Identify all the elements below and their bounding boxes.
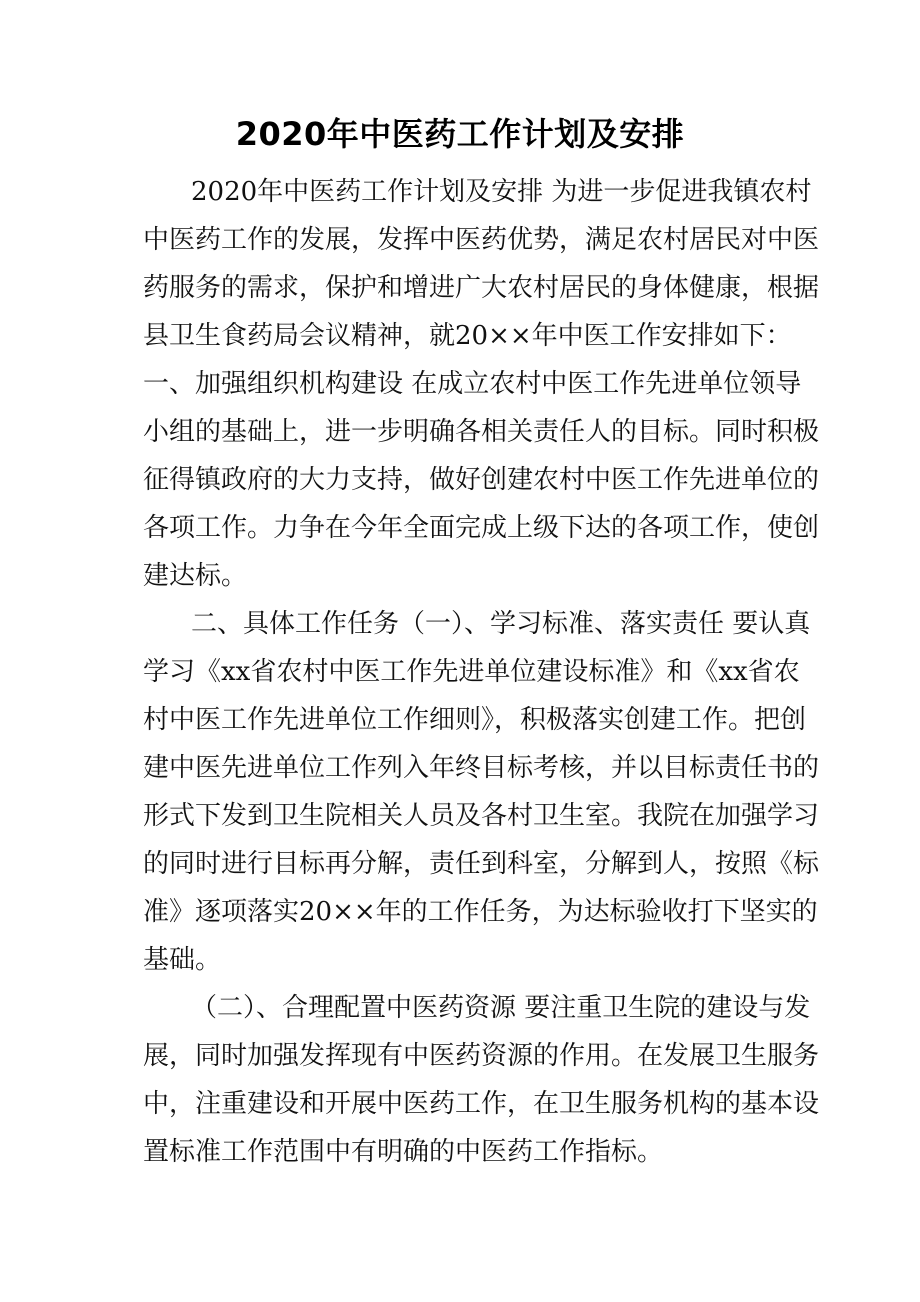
text-line: 药服务的需求，保护和增进广大农村居民的身体健康，根据 [143, 273, 820, 303]
text-line: 展，同时加强发挥现有中医药资源的作用。在发展卫生服务 [143, 1041, 820, 1071]
text-line: 一、加强组织机构建设 在成立农村中医工作先进单位领导 [143, 369, 802, 399]
text-line: 村中医工作先进单位工作细则》，积极落实创建工作。把创 [143, 705, 807, 735]
text-line: 的同时进行目标再分解，责任到科室，分解到人，按照《标 [143, 849, 820, 879]
paragraph-intro [143, 168, 820, 600]
text-line: 2020年中医药工作计划及安排 为进一步促进我镇农村 [191, 177, 812, 207]
paragraph-resources [143, 984, 820, 1176]
text-line: 建中医先进单位工作列入年终目标考核，并以目标责任书的 [143, 753, 820, 783]
text-line: 小组的基础上，进一步明确各相关责任人的目标。同时积极 [143, 417, 820, 447]
text-line: 建达标。 [143, 561, 248, 591]
text-line: 县卫生食药局会议精神，就20××年中医工作安排如下： [143, 321, 792, 351]
text-line: 征得镇政府的大力支持，做好创建农村中医工作先进单位的 [143, 465, 820, 495]
text-line: 中，注重建设和开展中医药工作，在卫生服务机构的基本设 [143, 1089, 820, 1119]
text-line: 准》逐项落实20××年的工作任务，为达标验收打下坚实的 [143, 897, 818, 927]
text-line: 中医药工作的发展，发挥中医药优势，满足农村居民对中医 [143, 225, 820, 255]
text-line: 二、具体工作任务（一）、学习标准、落实责任 要认真 [191, 609, 811, 639]
text-line: （二）、合理配置中医药资源 要注重卫生院的建设与发 [191, 993, 811, 1023]
document-body [143, 168, 820, 1176]
text-line: 基础。 [143, 945, 222, 975]
text-line: 形式下发到卫生院相关人员及各村卫生室。我院在加强学习 [143, 801, 820, 831]
paragraph-tasks [143, 600, 820, 984]
text-line: 各项工作。力争在今年全面完成上级下达的各项工作，使创 [143, 513, 820, 543]
text-line: 置标准工作范围中有明确的中医药工作指标。 [143, 1137, 664, 1167]
text-line: 学习《xx省农村中医工作先进单位建设标准》和《xx省农 [143, 657, 800, 687]
document-title: 2020年中医药工作计划及安排 [235, 115, 685, 153]
